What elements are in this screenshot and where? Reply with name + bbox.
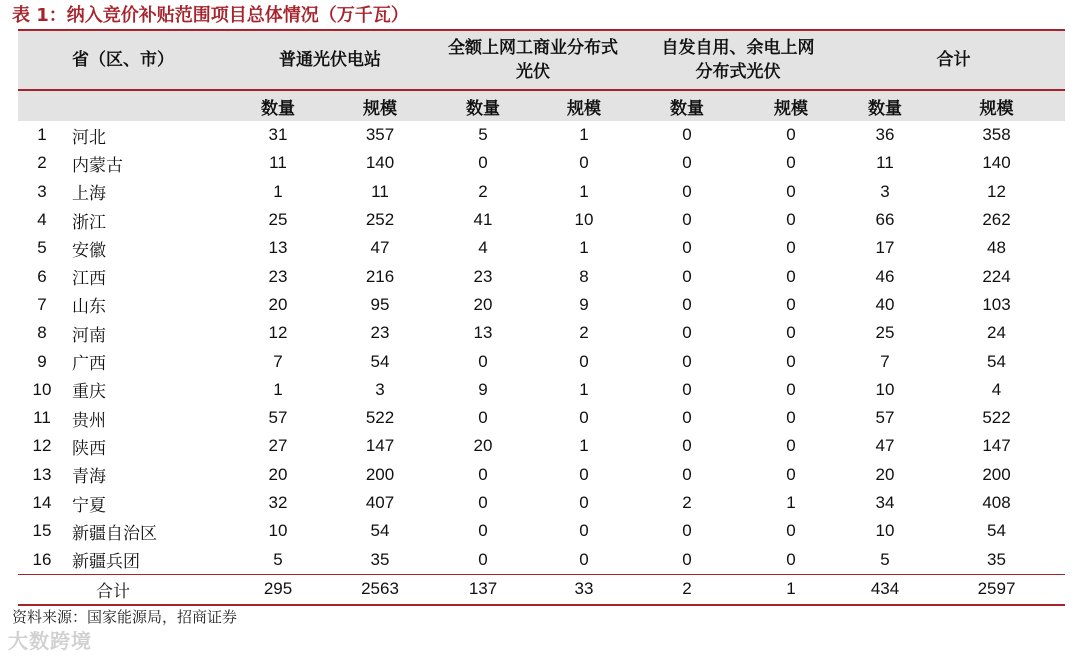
- data-cell: 0: [478, 351, 488, 371]
- data-cell: 357: [365, 125, 395, 145]
- data-cell: 7: [880, 351, 890, 371]
- data-cell: 0: [478, 549, 488, 569]
- data-cell: 2: [579, 323, 589, 343]
- header-sub: 规模: [534, 90, 634, 121]
- total-row: [18, 574, 1065, 605]
- row-index: 15: [32, 521, 52, 541]
- data-cell: 0: [786, 210, 796, 230]
- row-index: 8: [37, 323, 47, 343]
- source-note: 资料来源：国家能源局，招商证券: [12, 608, 238, 626]
- data-cell: 0: [786, 238, 796, 258]
- data-cell: 17: [875, 238, 895, 258]
- table-title: 表 1：纳入竞价补贴范围项目总体情况（万千瓦）: [12, 5, 409, 26]
- data-cell: 23: [370, 323, 390, 343]
- data-cell: 0: [682, 436, 692, 456]
- data-cell: 0: [682, 210, 692, 230]
- data-cell: 0: [786, 521, 796, 541]
- data-cell: 1: [786, 493, 796, 512]
- data-cell: 95: [370, 294, 390, 314]
- row-index: 5: [37, 238, 47, 258]
- data-cell: 1: [579, 125, 589, 145]
- total-label: 合计: [96, 581, 130, 602]
- total-cell: 2597: [977, 579, 1016, 599]
- data-cell: 147: [365, 436, 395, 456]
- data-cell: 147: [982, 436, 1011, 456]
- table-row: [18, 461, 1065, 489]
- province-name: 广西: [72, 354, 106, 375]
- header-sub: 规模: [928, 90, 1065, 121]
- data-cell: 0: [786, 549, 796, 569]
- data-cell: 8: [579, 266, 589, 286]
- data-cell: 12: [987, 181, 1006, 201]
- data-cell: 57: [268, 408, 288, 428]
- table-row: [18, 404, 1065, 432]
- data-cell: 103: [982, 294, 1011, 314]
- data-cell: 48: [987, 238, 1006, 258]
- row-index: 13: [32, 464, 52, 484]
- data-cell: 0: [682, 464, 692, 484]
- province-name: 河北: [72, 127, 106, 148]
- data-cell: 10: [268, 521, 288, 541]
- data-cell: 57: [875, 408, 895, 428]
- data-cell: 0: [786, 351, 796, 371]
- data-cell: 0: [579, 351, 589, 371]
- row-index: 7: [37, 294, 47, 314]
- data-cell: 0: [682, 408, 692, 428]
- table-row: [18, 262, 1065, 290]
- row-index: 6: [37, 266, 47, 286]
- data-cell: 0: [682, 294, 692, 314]
- header-sub-blank: [18, 90, 66, 121]
- data-cell: 35: [370, 549, 390, 569]
- data-cell: 35: [987, 549, 1006, 569]
- data-cell: 31: [268, 125, 288, 145]
- data-cell: 0: [682, 351, 692, 371]
- data-cell: 407: [365, 493, 395, 512]
- data-cell: 0: [478, 464, 488, 484]
- data-cell: 2: [478, 181, 488, 201]
- data-cell: 0: [682, 266, 692, 286]
- data-cell: 13: [268, 238, 288, 258]
- data-cell: 1: [579, 238, 589, 258]
- data-cell: 0: [579, 153, 589, 173]
- header-sub: 数量: [842, 90, 928, 121]
- data-cell: 12: [268, 323, 288, 343]
- data-cell: 0: [786, 181, 796, 201]
- table-row: [18, 376, 1065, 404]
- province-name: 新疆自治区: [72, 523, 157, 544]
- table-row: [18, 149, 1065, 177]
- header-row-groups: [18, 31, 1065, 90]
- data-cell: 358: [982, 125, 1011, 145]
- data-cell: 0: [786, 464, 796, 484]
- province-name: 浙江: [72, 212, 106, 233]
- data-cell: 40: [875, 294, 895, 314]
- row-index: 3: [37, 181, 47, 201]
- data-cell: 7: [273, 351, 283, 371]
- data-cell: 0: [478, 493, 488, 512]
- row-index: 14: [32, 493, 52, 512]
- data-cell: 0: [682, 379, 692, 399]
- data-cell: 10: [875, 521, 895, 541]
- data-cell: 9: [579, 294, 589, 314]
- data-cell: 0: [682, 238, 692, 258]
- data-cell: 54: [987, 351, 1006, 371]
- data-cell: 11: [371, 181, 389, 201]
- row-index: 1: [37, 125, 47, 145]
- data-cell: 0: [682, 181, 692, 201]
- data-cell: 4: [478, 238, 488, 258]
- data-cell: 0: [786, 436, 796, 456]
- header-sub: 规模: [328, 90, 432, 121]
- data-cell: 5: [273, 549, 283, 569]
- data-cell: 20: [473, 436, 493, 456]
- data-cell: 36: [875, 125, 895, 145]
- data-cell: 140: [982, 153, 1011, 173]
- table-row: [18, 319, 1065, 347]
- data-cell: 25: [268, 210, 288, 230]
- table-row: [18, 206, 1065, 234]
- data-cell: 0: [579, 408, 589, 428]
- data-cell: 10: [574, 210, 594, 230]
- data-cell: 20: [268, 464, 288, 484]
- data-cell: 522: [982, 408, 1011, 428]
- data-cell: 54: [370, 521, 390, 541]
- data-cell: 0: [786, 294, 796, 314]
- data-cell: 200: [982, 464, 1011, 484]
- row-index: 9: [37, 351, 47, 371]
- province-name: 新疆兵团: [72, 552, 140, 573]
- total-cell: 434: [870, 579, 900, 599]
- header-sub: 数量: [228, 90, 328, 121]
- data-cell: 5: [478, 125, 488, 145]
- data-cell: 4: [991, 379, 1002, 399]
- data-cell: 0: [682, 153, 692, 173]
- data-cell: 0: [478, 408, 488, 428]
- data-cell: 9: [478, 379, 488, 399]
- header-province: 省（区、市）: [18, 31, 228, 90]
- data-cell: 0: [579, 493, 589, 512]
- data-cell: 0: [478, 153, 488, 173]
- total-cell: 137: [468, 579, 498, 599]
- table-row: [18, 234, 1065, 262]
- table-row: [18, 291, 1065, 319]
- province-name: 山东: [72, 297, 106, 318]
- row-index: 12: [32, 436, 52, 456]
- header-sub: 数量: [432, 90, 534, 121]
- data-cell: 224: [982, 266, 1011, 286]
- table-row: [18, 517, 1065, 545]
- total-cell: 295: [263, 579, 293, 599]
- total-cell: 2: [682, 579, 692, 599]
- header-group-1: 普通光伏电站: [228, 31, 432, 90]
- data-cell: 1: [273, 181, 283, 201]
- province-name: 河南: [72, 325, 106, 346]
- data-cell: 20: [268, 294, 288, 314]
- header-sub: 数量: [634, 90, 740, 121]
- header-group-4: 合计: [842, 31, 1065, 90]
- data-cell: 23: [268, 266, 288, 286]
- province-name: 重庆: [72, 382, 106, 403]
- data-table: [18, 31, 1065, 606]
- row-index: 16: [32, 549, 52, 569]
- header-row-sub: [18, 90, 1065, 121]
- table-row: [18, 545, 1065, 574]
- data-cell: 0: [786, 125, 796, 145]
- table-row: [18, 489, 1065, 517]
- data-cell: 252: [365, 210, 395, 230]
- data-cell: 11: [269, 153, 287, 173]
- data-cell: 20: [473, 294, 493, 314]
- total-cell: 2563: [361, 579, 399, 599]
- data-cell: 140: [365, 153, 395, 173]
- data-cell: 522: [365, 408, 395, 428]
- watermark: 大数跨境: [8, 629, 92, 653]
- data-cell: 47: [370, 238, 390, 258]
- province-name: 安徽: [72, 240, 106, 261]
- header-group-2: 全额上网工商业分布式光伏: [432, 31, 634, 90]
- data-cell: 46: [875, 266, 895, 286]
- data-cell: 0: [579, 521, 589, 541]
- data-cell: 24: [987, 323, 1006, 343]
- data-cell: 66: [875, 210, 895, 230]
- data-cell: 25: [875, 323, 895, 343]
- total-cell: 33: [574, 579, 594, 599]
- data-cell: 23: [473, 266, 493, 286]
- row-index: 11: [33, 408, 51, 428]
- data-cell: 262: [982, 210, 1011, 230]
- row-index: 2: [37, 153, 47, 173]
- data-cell: 0: [579, 464, 589, 484]
- data-cell: 54: [987, 521, 1006, 541]
- table-row: [18, 178, 1065, 206]
- table-row: [18, 347, 1065, 375]
- data-cell: 0: [682, 125, 692, 145]
- data-cell: 0: [786, 323, 796, 343]
- data-cell: 408: [982, 493, 1011, 512]
- data-cell: 0: [682, 323, 692, 343]
- data-cell: 3: [880, 181, 890, 201]
- data-cell: 34: [875, 493, 895, 512]
- data-cell: 0: [682, 521, 692, 541]
- data-cell: 216: [365, 266, 395, 286]
- total-cell: 1: [786, 579, 796, 599]
- data-cell: 20: [875, 464, 895, 484]
- data-cell: 1: [579, 379, 589, 399]
- data-cell: 0: [786, 408, 796, 428]
- province-name: 陕西: [72, 438, 106, 459]
- data-cell: 47: [875, 436, 895, 456]
- province-name: 宁夏: [72, 495, 106, 516]
- header-sub-blank-2: [66, 90, 228, 121]
- data-cell: 11: [876, 153, 894, 173]
- province-name: 上海: [72, 184, 106, 205]
- data-cell: 0: [579, 549, 589, 569]
- province-name: 青海: [72, 467, 106, 488]
- data-cell: 13: [473, 323, 493, 343]
- table-row: [18, 432, 1065, 460]
- data-cell: 0: [786, 266, 796, 286]
- data-cell: 1: [273, 379, 283, 399]
- data-cell: 0: [478, 521, 488, 541]
- row-index: 4: [37, 210, 47, 230]
- data-cell: 32: [268, 493, 288, 512]
- data-cell: 5: [880, 549, 890, 569]
- data-cell: 41: [473, 210, 493, 230]
- data-cell: 0: [682, 549, 692, 569]
- header-group-3: 自发自用、余电上网分布式光伏: [634, 31, 842, 90]
- data-cell: 27: [268, 436, 288, 456]
- province-name: 内蒙古: [72, 155, 123, 176]
- table-body: [18, 121, 1065, 574]
- data-cell: 1: [579, 436, 589, 456]
- data-cell: 200: [365, 464, 395, 484]
- data-cell: 1: [579, 181, 589, 201]
- data-cell: 2: [682, 493, 692, 512]
- province-name: 江西: [72, 269, 106, 290]
- row-index: 10: [32, 379, 52, 399]
- data-cell: 10: [875, 379, 895, 399]
- table-row: [18, 121, 1065, 149]
- data-cell: 3: [375, 379, 385, 399]
- data-cell: 0: [786, 153, 796, 173]
- data-cell: 0: [786, 379, 796, 399]
- province-name: 贵州: [72, 410, 106, 431]
- header-sub: 规模: [740, 90, 842, 121]
- data-cell: 54: [370, 351, 390, 371]
